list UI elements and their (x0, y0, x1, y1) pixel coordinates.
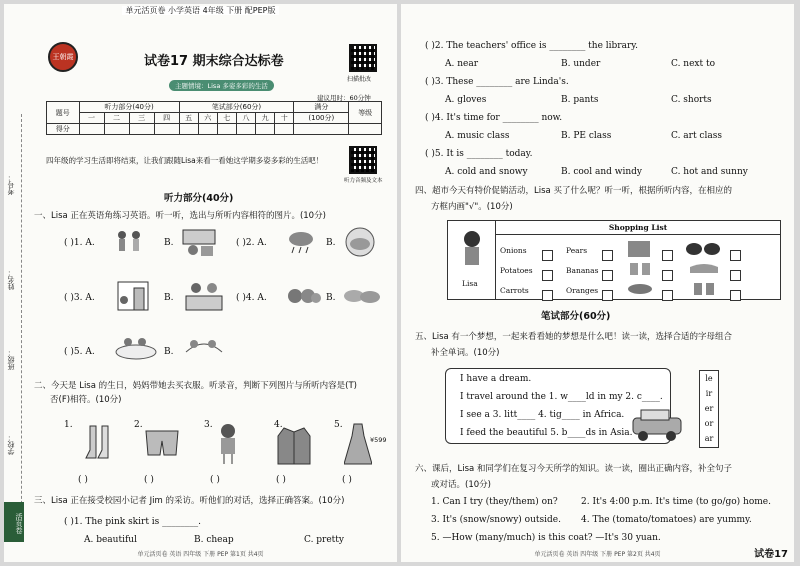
clothes-items-icon (624, 239, 660, 297)
jacket-icon (276, 424, 312, 466)
checkbox-oranges[interactable] (602, 290, 613, 301)
s1-q3-b: B. (164, 293, 174, 303)
checkbox-item-b[interactable] (662, 270, 673, 281)
s3-q4: ( )4. It's time for ________ now. (425, 113, 563, 123)
logo: 王朝霞 (48, 42, 78, 72)
letter-or: or (704, 419, 714, 428)
checkbox-item-f[interactable] (730, 290, 741, 301)
dream-line-2: I travel around the 1. w____ld in my 2. c____. (460, 392, 663, 402)
potatoes-icon (342, 286, 382, 306)
s2-answer-1[interactable]: ( ) (78, 475, 88, 485)
qr-caption: 扫描批改 (347, 76, 372, 83)
s2-answer-4[interactable]: ( ) (276, 475, 286, 485)
s3-q1-opt-c: C. pretty (304, 535, 344, 545)
header-qnum: 题号 (47, 102, 80, 124)
checkbox-item-c[interactable] (662, 290, 673, 301)
item-label: Oranges (566, 286, 599, 295)
girl-icon (212, 422, 244, 466)
s1-q5-a: ( )5. A. (64, 347, 95, 357)
page-title: 试卷17 期末综合达标卷 (144, 54, 284, 69)
written-title: 笔试部分(60分) (541, 311, 611, 322)
score-cell[interactable] (154, 124, 179, 135)
shopping-col-left (500, 241, 533, 301)
s6-item-3: 3. It's (snow/snowy) outside. (431, 515, 561, 525)
letter-ir: ir (705, 389, 713, 398)
s3-q1-opt-b: B. cheap (194, 535, 234, 545)
gym-icon (182, 278, 226, 314)
s3-q2-opt-a: A. near (445, 59, 479, 69)
s3-q5: ( )5. It is ________ today. (425, 149, 533, 159)
dream-line-1: I have a dream. (460, 374, 532, 384)
section-1-title: 一、Lisa 正在英语角练习英语。听一听，选出与所听内容相符的图片。(10分) (34, 211, 326, 221)
s1-q3-a: ( )3. A. (64, 293, 95, 303)
item-label: Onions (500, 246, 527, 255)
s1-q4-a: ( )4. A. (236, 293, 267, 303)
section-2-line2: 否(F)相符。(10分) (50, 395, 122, 405)
shopping-title: Shopping List (496, 221, 780, 235)
header-listening: 听力部分(40分) (79, 102, 179, 113)
checkbox-carrots[interactable] (542, 290, 553, 301)
col-3: 三 (129, 113, 154, 124)
s1-q1-b: B. (164, 238, 174, 248)
s1-q1-a: ( )1. A. (64, 238, 95, 248)
score-cell[interactable] (104, 124, 129, 135)
item-label: Pears (566, 246, 588, 255)
s1-q5-b: B. (164, 347, 174, 357)
car-icon (627, 404, 687, 444)
left-page (4, 4, 397, 562)
checkbox-bananas[interactable] (602, 270, 613, 281)
house-door-icon (114, 278, 154, 314)
footer-left: 单元活页卷 英语 四年级 下册 PEP 第1页 共4页 (137, 551, 264, 558)
s6-item-5: 5. —How (many/much) is this coat? —It's 30 yuan. (431, 533, 661, 543)
col-full: (100分) (294, 113, 349, 124)
shopping-col-mid (566, 241, 598, 301)
intro-text: 四年级的学习生活即将结束，让我们跟随Lisa来看一看她这学期多姿多彩的生活吧！ (46, 156, 324, 165)
letter-le: le (705, 374, 713, 383)
item-label: Bananas (566, 266, 599, 275)
footer-right: 单元活页卷 英语 四年级 下册 PEP 第2页 共4页 (534, 551, 661, 558)
section-5-line1: 五、Lisa 有一个梦想，一起来看看她的梦想是什么吧！读一读，选择合适的字母组合 (415, 332, 732, 342)
col-9: 九 (256, 113, 275, 124)
col-7: 七 (217, 113, 236, 124)
section-3-title: 三、Lisa 正在接受校园小记者 Jim 的采访。听他们的对话，选择正确答案。(10分) (34, 496, 345, 506)
s3-q2-opt-c: C. next to (671, 59, 715, 69)
s6-item-4: 4. The (tomato/tomatoes) are yummy. (581, 515, 752, 525)
price-tag: ¥599 (370, 436, 387, 444)
col-5: 五 (179, 113, 198, 124)
checkboxes-mid (602, 245, 613, 305)
s3-q5-opt-c: C. hot and sunny (671, 167, 748, 177)
cloudy-weather-icon (342, 226, 378, 258)
kids-playing-icon (114, 229, 144, 257)
score-cell[interactable] (236, 124, 255, 135)
s3-q3-opt-a: A. gloves (445, 95, 487, 105)
section-4-line1: 四、超市今天有特价促销活动，Lisa 买了什么呢？听一听，根据所听内容，在相应的 (415, 186, 732, 196)
subtitle-badge: 主题情境：Lisa 多姿多彩的生活 (169, 80, 274, 91)
lisa-label: Lisa (462, 279, 478, 288)
side-label-id: 考号： (7, 174, 15, 195)
s2-answer-5[interactable]: ( ) (342, 475, 352, 485)
s3-q5-opt-b: B. cool and windy (561, 167, 642, 177)
rain-cloud-icon (286, 229, 316, 257)
header-full: 满分 (294, 102, 349, 113)
score-cell[interactable] (275, 124, 294, 135)
score-cell[interactable] (198, 124, 217, 135)
item-label: Carrots (500, 286, 529, 295)
score-cell[interactable] (217, 124, 236, 135)
s6-item-2: 2. It's 4:00 p.m. It's time (to go/go) home. (581, 497, 771, 507)
shopping-list (447, 220, 781, 300)
paper-tag: 试卷17 (754, 549, 788, 560)
score-cell[interactable] (294, 124, 349, 135)
checkboxes-clothes (662, 245, 673, 305)
item-label: Potatoes (500, 266, 533, 275)
checkbox-item-a[interactable] (662, 250, 673, 261)
checkbox-pears[interactable] (602, 250, 613, 261)
checkbox-potatoes[interactable] (542, 270, 553, 281)
checkbox-item-d[interactable] (730, 250, 741, 261)
col-2: 二 (104, 113, 129, 124)
s3-q3-opt-c: C. shorts (671, 95, 712, 105)
s3-q4-opt-c: C. art class (671, 131, 722, 141)
dream-line-3: I see a 3. litt____ 4. tig____ in Africa. (460, 410, 625, 420)
letter-er: er (704, 404, 714, 413)
right-page (401, 4, 794, 562)
s2-answer-3[interactable]: ( ) (210, 475, 220, 485)
listening-title: 听力部分(40分) (164, 193, 234, 204)
item-onions (500, 241, 533, 261)
section-2-line1: 二、今天是 Lisa 的生日，妈妈带她去买衣服。听录音，判断下列图片与所听内容是(T) (34, 381, 357, 391)
lisa-avatar-icon (458, 229, 486, 271)
socks-icon (84, 424, 112, 464)
s3-q5-opt-a: A. cold and snowy (445, 167, 528, 177)
checkboxes-left (542, 245, 553, 305)
tomatoes-icon (286, 284, 322, 306)
classroom-icon (181, 228, 217, 258)
letter-ar: ar (704, 434, 714, 443)
score-cell[interactable] (79, 124, 104, 135)
score-cell[interactable] (256, 124, 275, 135)
qr-code[interactable] (349, 44, 377, 72)
s1-q2-b: B. (326, 238, 336, 248)
item-carrots (500, 281, 533, 301)
badge: 活页卷 (4, 502, 24, 542)
intro-qr-code[interactable] (349, 146, 377, 174)
checkbox-item-e[interactable] (730, 270, 741, 281)
col-8: 八 (236, 113, 255, 124)
s1-q2-a: ( )2. A. (236, 238, 267, 248)
s3-q3: ( )3. These ________ are Linda's. (425, 77, 569, 87)
s3-q4-opt-b: B. PE class (561, 131, 612, 141)
s3-q1: ( )1. The pink skirt is ________. (64, 517, 202, 527)
s3-q2-opt-b: B. under (561, 59, 601, 69)
header-written: 笔试部分(60分) (179, 102, 294, 113)
s2-num-4: 4. (274, 420, 283, 430)
s3-q2: ( )2. The teachers' office is ________ the library. (425, 41, 639, 51)
score-table (46, 101, 382, 135)
s2-num-1: 1. (64, 420, 73, 430)
s6-item-1: 1. Can I try (they/them) on? (431, 497, 558, 507)
time-note: 建议用时：60分钟 (317, 94, 371, 102)
score-label: 得分 (47, 124, 80, 135)
header-grade: 等级 (349, 102, 382, 124)
intro-qr-caption: 听力音频及文本 (344, 178, 383, 184)
s2-num-3: 3. (204, 420, 213, 430)
col-6: 六 (198, 113, 217, 124)
item-potatoes (500, 261, 533, 281)
letter-bank (699, 370, 719, 448)
checkboxes-accessories (730, 245, 741, 305)
section-6-line1: 六、课后，Lisa 和同学们在复习今天所学的知识。读一读，圈出正确内容，补全句子 (415, 464, 732, 474)
section-5-line2: 补全单词。(10分) (431, 348, 500, 358)
side-label-class: 班级： (7, 349, 15, 370)
windy-scene-icon (182, 332, 226, 362)
col-4: 四 (154, 113, 179, 124)
s3-q3-opt-b: B. pants (561, 95, 599, 105)
s2-num-2: 2. (134, 420, 143, 430)
score-cell[interactable] (129, 124, 154, 135)
score-cell[interactable] (349, 124, 382, 135)
col-10: 十 (275, 113, 294, 124)
s3-q4-opt-a: A. music class (445, 131, 510, 141)
lisa-cell (448, 221, 496, 299)
section-6-line2: 或对话。(10分) (431, 480, 491, 490)
side-label-school: 学校： (7, 434, 15, 455)
header-text: 单元活页卷 小学英语 4年级 下册 配PEP版 (122, 6, 280, 15)
s1-q4-b: B. (326, 293, 336, 303)
side-label-name: 姓名： (7, 269, 15, 290)
dress-icon (344, 422, 372, 466)
accessories-icon (684, 239, 724, 297)
s2-num-5: 5. (334, 420, 343, 430)
checkbox-onions[interactable] (542, 250, 553, 261)
dream-line-4: I feed the beautiful 5. b____ds in Asia. (460, 428, 633, 438)
section-4-line2: 方框内画"√"。(10分) (431, 202, 513, 212)
snowy-scene-icon (114, 332, 158, 362)
col-1: 一 (79, 113, 104, 124)
header-strip (4, 4, 397, 18)
s2-answer-2[interactable]: ( ) (144, 475, 154, 485)
score-cell[interactable] (179, 124, 198, 135)
s3-q1-opt-a: A. beautiful (84, 535, 137, 545)
shorts-icon (144, 429, 180, 457)
